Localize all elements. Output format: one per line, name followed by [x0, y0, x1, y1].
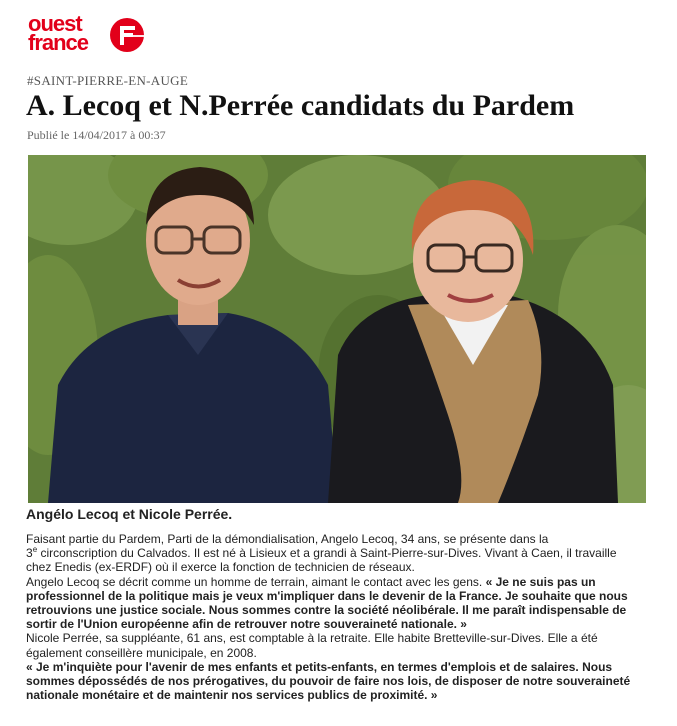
- article-headline: A. Lecoq et N.Perrée candidats du Pardem: [26, 89, 575, 122]
- article-body: [26, 532, 656, 702]
- ordinal-number: 3: [26, 546, 33, 561]
- paragraph-line: chez Enedis (ex-ERDF) où il exerce la fonction de technicien de réseaux.: [26, 560, 415, 575]
- paragraph-line: également conseillère municipale, en 2008.: [26, 645, 257, 660]
- paragraph-1: [26, 532, 656, 575]
- paragraph-line: [26, 546, 656, 560]
- logo-line-2: france: [28, 30, 89, 55]
- paragraph-line: Nicole Perrée, sa suppléante, 61 ans, est comptable à la retraite. Elle habite Bretteville-sur-Dives. Elle a été: [26, 631, 598, 646]
- quote-line: sommes dépossédés de nos prérogatives, du pouvoir de faire nos lois, de disposer de notre souveraineté: [26, 674, 631, 689]
- paragraph-4: [26, 660, 656, 703]
- paragraph-line-text: Angelo Lecoq se décrit comme un homme de terrain, aimant le contact avec les gens.: [26, 574, 486, 589]
- photo-caption: Angélo Lecoq et Nicole Perrée.: [26, 506, 233, 522]
- quote-line: retrouvions une justice sociale. Nous sommes contre la société néolibérale. Il me paraît indispensable de: [26, 603, 627, 618]
- paragraph-3: [26, 631, 656, 659]
- quote-line: sortir de l'Union européenne afin de retrouver notre souveraineté nationale. »: [26, 617, 467, 632]
- logo-text: [28, 11, 89, 55]
- article-photo: [28, 155, 646, 503]
- ouest-france-logo[interactable]: [28, 11, 148, 58]
- quote-line: professionnel de la politique mais je veux m'impliquer dans le devenir de la France. Je souhaite que nous: [26, 588, 628, 603]
- photo-illustration: [28, 155, 646, 503]
- paragraph-line-text: circonscription du Calvados. Il est né à Lisieux et a grandi à Saint-Pierre-sur-Dives. Vivant à Caen, il travaille: [37, 546, 617, 561]
- article-rubric[interactable]: #SAINT-PIERRE-EN-AUGE: [27, 73, 189, 88]
- quote-line: « Je m'inquiète pour l'avenir de mes enfants et petits-enfants, en termes d'emplois et de salaires. Nous: [26, 659, 613, 674]
- paragraph-line: [26, 575, 656, 589]
- publication-date: Publié le 14/04/2017 à 00:37: [27, 128, 166, 142]
- paragraph-2: [26, 575, 656, 632]
- logo-line-1: ouest: [28, 11, 82, 36]
- paragraph-line: Faisant partie du Pardem, Parti de la démondialisation, Angelo Lecoq, 34 ans, se présente dans la: [26, 532, 549, 546]
- quote-line: nationale monétaire et de maintenir nos services publics de proximité. »: [26, 688, 438, 703]
- ordinal-suffix: e: [32, 545, 38, 555]
- logo-circle-icon: [110, 18, 144, 52]
- quote-text: « Je ne suis pas un: [485, 574, 596, 589]
